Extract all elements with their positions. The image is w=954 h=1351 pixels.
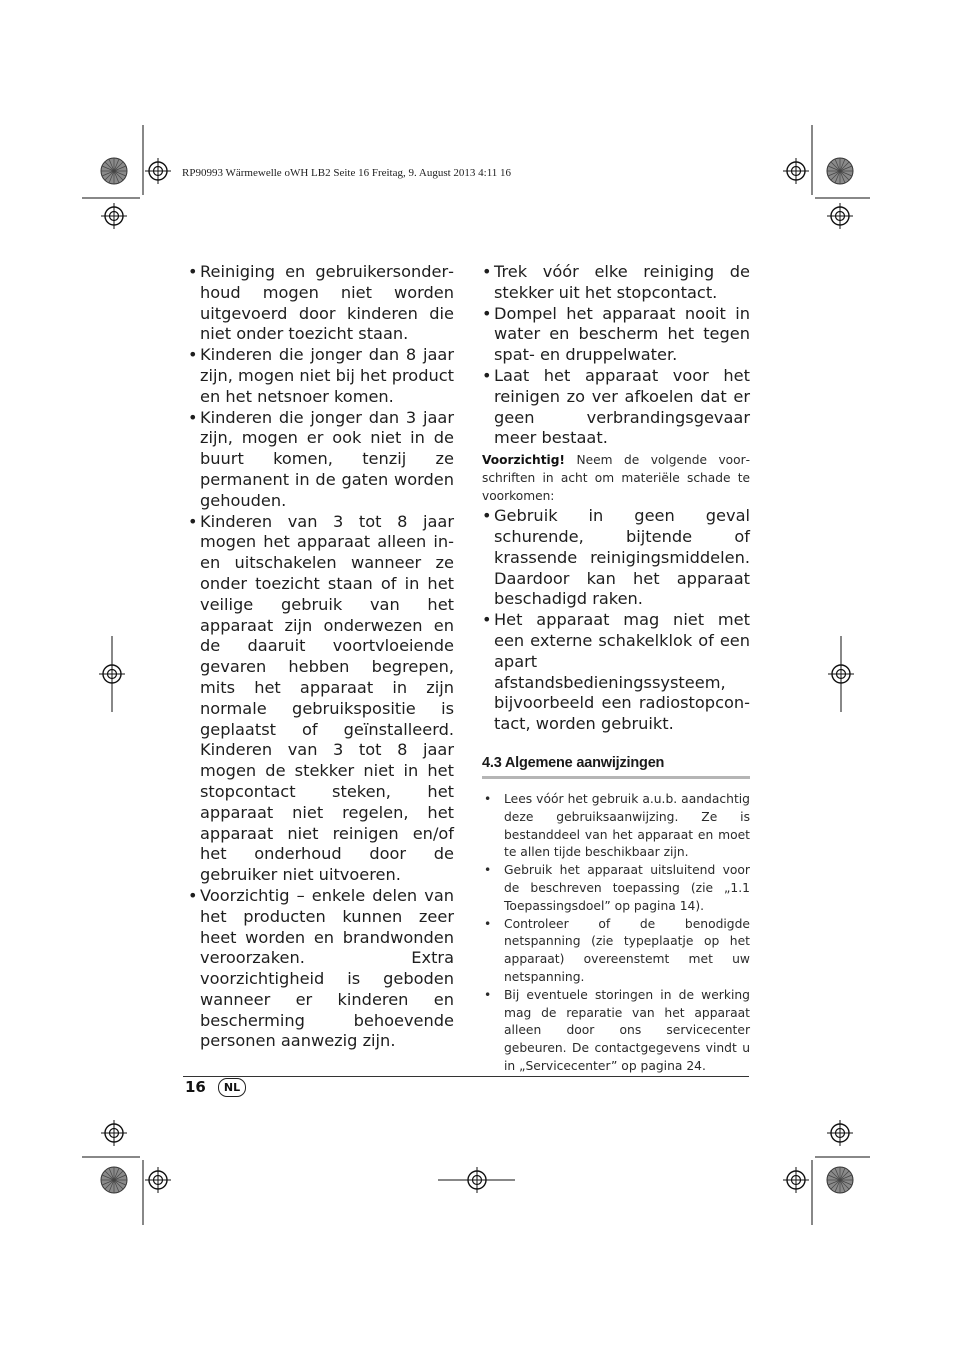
general-notes-list [482, 791, 750, 1076]
list-item: • Trek vóór elke reiniging de stekker uit het stopcontact. [482, 262, 750, 304]
language-badge: NL [218, 1078, 246, 1097]
list-item: • Controleer of de benodigde netspanning (zie typeplaatje op het apparaat) overeenstemt met uw netspanning. [482, 916, 750, 987]
left-column [188, 262, 454, 1052]
list-item: • Reiniging en gebruikersonderhoud mogen niet worden uitgevoerd door kinderen die niet onder toezicht staan. [188, 262, 454, 345]
list-item: • Kinderen van 3 tot 8 jaar mogen het apparaat alleen in- en uitschakelen wanneer ze onder toezicht staan of in het veilige gebruik van het apparaat zijn onderwezen en de daaruit voortvloeiende gevaren hebben begrepen, mits het apparaat in zijn normale gebruikspositie is geplaatst of geïnstalleerd. Kinderen van 3 tot 8 jaar mogen de stekker niet in het stopcontact steken, het apparaat niet regelen, het apparaat niet reinigen en/of het onderhoud door de gebruiker niet uitvoeren. [188, 512, 454, 886]
list-item: • Laat het apparaat voor het reinigen zo ver afkoelen dat er geen verbrandingsgevaar meer bestaat. [482, 366, 750, 449]
list-item: • Het apparaat mag niet met een externe schakelklok of een apart afstandsbedieningssysteem, bijvoorbeeld een radiostopcontact, worden gebruikt. [482, 610, 750, 735]
list-item: • Bij eventuele storingen in de werking mag de reparatie van het apparaat alleen door ons servicecenter gebeuren. De contactgegevens vindt u in „Servicecenter” op pagina 24. [482, 987, 750, 1076]
page-number: 16 [185, 1078, 206, 1096]
caution-note [482, 451, 750, 505]
caution-label: Voorzichtig! [482, 453, 565, 468]
safety-list [188, 262, 454, 1052]
list-item: • Kinderen die jonger dan 8 jaar zijn, mogen niet bij het product en het netsnoer komen. [188, 345, 454, 407]
caution-text: Neem de volgende voorschriften in acht om materiële schade te voorkomen: [482, 453, 750, 504]
caution-list [482, 506, 750, 735]
footer-divider [183, 1076, 749, 1077]
list-item: • Gebruik het apparaat uitsluitend voor de beschreven toepassing (zie „1.1 Toepassingsdoel” op pagina 14). [482, 862, 750, 915]
section-divider [482, 776, 750, 779]
section-heading: 4.3 Algemene aanwijzingen [482, 754, 665, 771]
right-column [482, 262, 750, 1076]
list-item: • Voorzichtig – enkele delen van het producten kunnen zeer heet worden en brandwonden veroorzaken. Extra voorzichtigheid is geboden wanneer er kinderen en bescherming behoevende personen aanwezig zijn. [188, 886, 454, 1052]
list-item: • Kinderen die jonger dan 3 jaar zijn, mogen er ook niet in de buurt komen, tenzij ze permanent in de gaten worden gehouden. [188, 408, 454, 512]
print-header: RP90993 Wärmewelle oWH LB2 Seite 16 Freitag, 9. August 2013 4:11 16 [182, 167, 512, 179]
list-item: • Gebruik in geen geval schurende, bijtende of krassende reinigingsmiddelen. Daardoor kan het apparaat beschadigd raken. [482, 506, 750, 610]
cleaning-list [482, 262, 750, 449]
list-item: • Dompel het apparaat nooit in water en bescherm het tegen spat- en druppelwater. [482, 304, 750, 366]
list-item: • Lees vóór het gebruik a.u.b. aandachtig deze gebruiksaanwijzing. Ze is bestanddeel van het apparaat en moet te allen tijde beschikbaar zijn. [482, 791, 750, 862]
